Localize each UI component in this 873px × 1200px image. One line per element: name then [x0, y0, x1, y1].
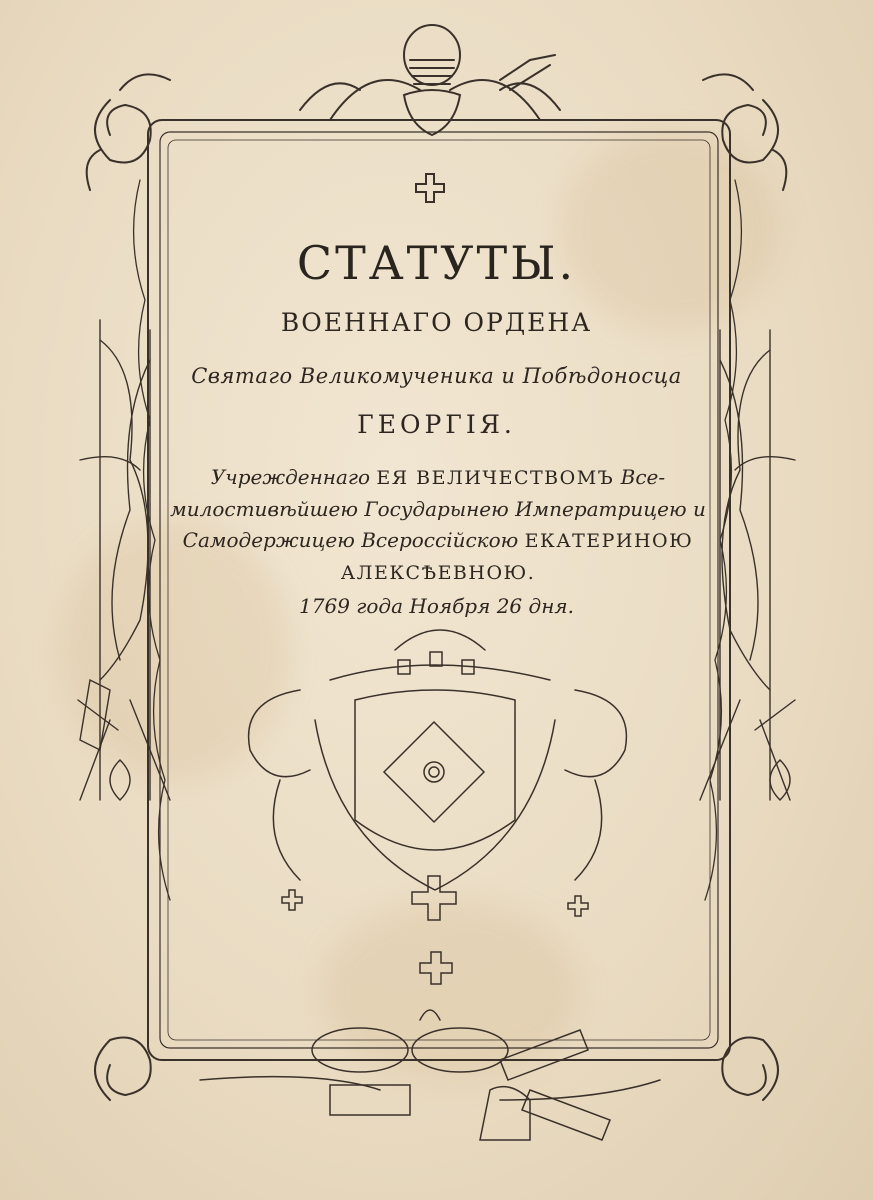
document-date: 1769 года Ноября 26 дня. — [299, 594, 574, 618]
document-subtitle: ВОЕННАГО ОРДЕНА — [280, 308, 593, 337]
order-star-icon — [384, 722, 484, 822]
order-cross-icon — [420, 952, 452, 984]
document-title: СТАТУТЫ. — [296, 236, 577, 290]
order-cross-icon — [282, 890, 302, 910]
saint-name: ГЕОРГІЯ. — [357, 410, 516, 439]
founding-paragraph — [168, 462, 708, 589]
trophy-flags-icon-left — [78, 320, 170, 800]
corner-scroll-tl — [95, 100, 151, 163]
trophy-flags-icon-right — [700, 330, 795, 800]
corner-scroll-br — [722, 1038, 778, 1101]
dedication-line: Святаго Великомученика и Побѣдоносца — [191, 364, 682, 388]
order-cross-icon — [416, 174, 444, 202]
cannon-drum-trophy-icon — [200, 1010, 660, 1140]
corner-scroll-bl — [95, 1038, 151, 1101]
para-text: Учрежденнаго — [210, 465, 377, 489]
para-caps: ЕКАТЕРИНОЮ АЛЕКСѢЕВНОЮ. — [340, 530, 694, 584]
para-text: Все-милостивѣйшею Государынею Императрицею и Самодержицею Всероссійскою — [170, 465, 706, 552]
para-caps: ЕЯ ВЕЛИЧЕСТВОМЪ — [376, 467, 615, 489]
order-emblem — [249, 630, 627, 984]
order-cross-icon — [568, 896, 588, 916]
helmet-crest-icon — [300, 25, 560, 135]
shield — [355, 690, 515, 850]
